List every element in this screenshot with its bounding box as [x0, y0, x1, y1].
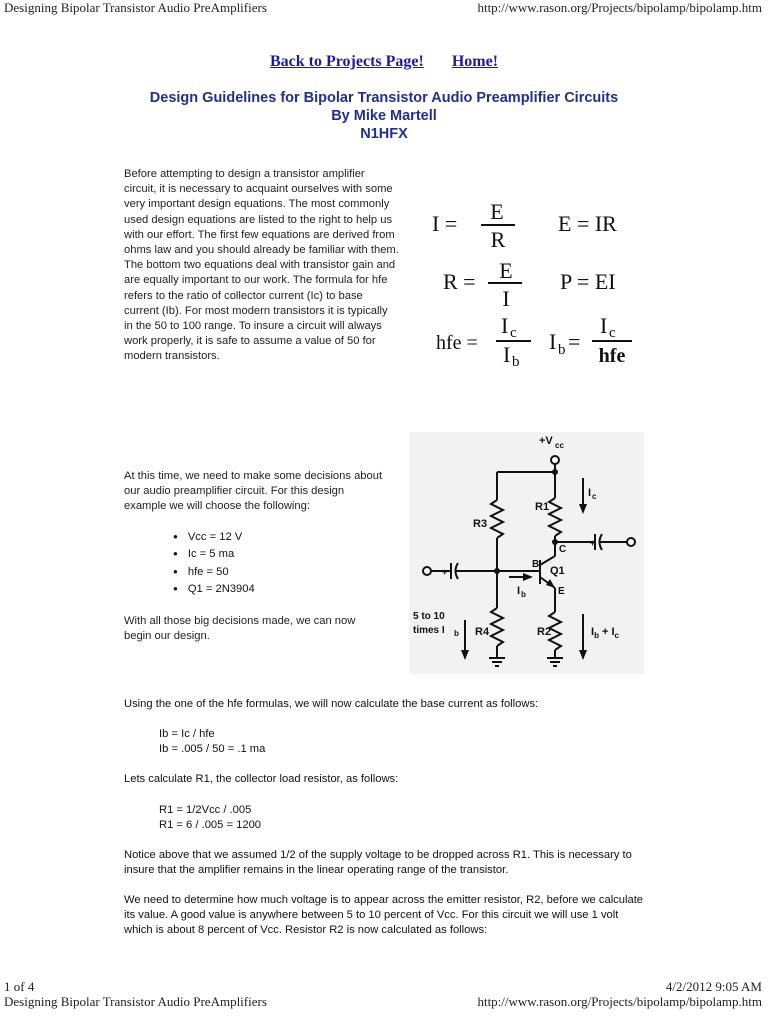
- times-line1: 5 to 10: [413, 611, 445, 622]
- eq1-num: E: [490, 199, 504, 224]
- eq6-num-sub: c: [609, 325, 616, 341]
- header-url[interactable]: http://www.rason.org/Projects/bipolamp/bipolamp.htm: [477, 0, 762, 15]
- r4-label: R4: [475, 626, 490, 638]
- vcc-label: +V: [539, 435, 553, 447]
- eq3-den: I: [502, 286, 510, 311]
- r1-equation-1: R1 = 1/2Vcc / .005: [159, 804, 252, 816]
- author-line: By Mike Martell: [331, 108, 437, 124]
- eq1-den: R: [490, 227, 506, 252]
- footer-title: Designing Bipolar Transistor Audio PreAmplifiers: [4, 994, 267, 1009]
- list-item: ● Ic = 5 ma: [173, 546, 255, 563]
- callsign-line: N1HFX: [360, 126, 408, 142]
- eq6-num: I: [600, 313, 608, 338]
- title-line: Design Guidelines for Bipolar Transistor Audio Preamplifier Circuits: [149, 90, 619, 106]
- back-to-projects-link[interactable]: Back to Projects Page!: [269, 53, 424, 70]
- ic-label: I: [588, 487, 592, 499]
- page-number: 1 of 4: [4, 979, 35, 994]
- ibic-i: I: [591, 626, 595, 638]
- eq2: E = IR: [558, 211, 617, 236]
- page-header: [4, 0, 762, 18]
- eq3-num: E: [499, 258, 513, 283]
- circuit-diagram: [409, 432, 644, 674]
- ic-sub: c: [592, 492, 597, 501]
- times-line2: times I: [413, 625, 445, 636]
- eq6-den: hfe: [598, 345, 626, 367]
- footer-url[interactable]: http://www.rason.org/Projects/bipolamp/bipolamp.htm: [477, 994, 762, 1009]
- header-title: Designing Bipolar Transistor Audio PreAmplifiers: [4, 0, 267, 15]
- eq5-num: I: [501, 313, 509, 338]
- eq5-num-sub: c: [510, 325, 517, 341]
- page-title: [0, 89, 768, 143]
- q1-label: Q1: [550, 565, 565, 577]
- print-datetime: 4/2/2012 9:05 AM: [665, 979, 762, 994]
- r2-paragraph: We need to determine how much voltage is to appear across the emitter resistor, R2, before we calculate its value. A good value is anywhere between 5 to 10 percent of Vcc. For this circuit we will use 1 volt which is about 8 percent of Vcc. Resistor R2 is now calculated as follows:: [124, 894, 644, 937]
- ibic-sub2: c: [614, 631, 619, 640]
- eq6-lhs: I: [549, 329, 557, 354]
- eq5-den: I: [503, 342, 511, 367]
- plus-in-label: +: [442, 567, 448, 577]
- ib-sub: b: [521, 590, 526, 599]
- r1-equation-2: R1 = 6 / .005 = 1200: [159, 819, 262, 831]
- c-label: C: [559, 544, 567, 555]
- r1-paragraph: Lets calculate R1, the collector load resistor, as follows:: [124, 773, 399, 785]
- list-item: ● hfe = 50: [173, 564, 255, 581]
- list-item: ● Q1 = 2N3904: [173, 581, 255, 598]
- intro-paragraph: Before attempting to design a transistor amplifier circuit, it is necessary to acquaint ourselves with some very important design equations. The most commonly used design equations are listed to the right to help us with our effort. The first few equations are derived from ohms law and you should already be familiar with them. The bottom two equations deal with transistor gain and are equally important to our work. The formula for hfe refers to the ratio of collector current (Ic) to base current (Ib). For most modern transistors it is typically in the 50 to 100 range. To insure a circuit will always work properly, it is safe to assume a value of 50 for modern transistors.: [124, 168, 399, 363]
- ibic-mid: + I: [598, 626, 615, 638]
- ib-label: I: [517, 585, 521, 597]
- eq3-lhs: R =: [443, 269, 476, 294]
- ibic-label: [591, 626, 620, 640]
- r1-label: R1: [535, 501, 550, 513]
- nav-links: [0, 53, 768, 71]
- eq6-lhs-sub: b: [558, 342, 566, 358]
- eq5-den-sub: b: [512, 354, 520, 370]
- eq4: P = EI: [560, 269, 616, 294]
- decisions-after-paragraph: With all those big decisions made, we can now begin our design.: [124, 615, 356, 643]
- home-link[interactable]: Home!: [451, 53, 499, 70]
- e-label: E: [558, 586, 565, 597]
- ib-equation-1: Ib = Ic / hfe: [159, 728, 215, 740]
- equations-figure: [432, 192, 642, 372]
- ib-equation-2: Ib = .005 / 50 = .1 ma: [159, 743, 266, 755]
- eq6-eq: =: [568, 329, 581, 354]
- r2-label: R2: [537, 626, 552, 638]
- hfe-paragraph: Using the one of the hfe formulas, we will now calculate the base current as follows:: [124, 698, 539, 710]
- plus-out-label: +: [590, 538, 596, 548]
- times-sub: b: [454, 629, 459, 638]
- decisions-list: [173, 529, 255, 599]
- decisions-paragraph: At this time, we need to make some decisions about our audio preamplifier circuit. For this design example we will choose the following:: [124, 470, 383, 513]
- ibic-sub1: b: [594, 631, 599, 640]
- page-footer: [4, 979, 762, 1019]
- notice-paragraph: Notice above that we assumed 1/2 of the supply voltage to be dropped across R1. This is necessary to insure that the amplifier remains in the linear operating range of the transistor.: [124, 849, 632, 877]
- eq1-lhs: I =: [432, 211, 458, 236]
- b-label: B: [532, 559, 540, 570]
- list-item: ● Vcc = 12 V: [173, 529, 255, 546]
- vcc-sub: cc: [555, 441, 564, 450]
- eq5-lhs: hfe =: [436, 332, 478, 354]
- r3-label: R3: [473, 518, 488, 530]
